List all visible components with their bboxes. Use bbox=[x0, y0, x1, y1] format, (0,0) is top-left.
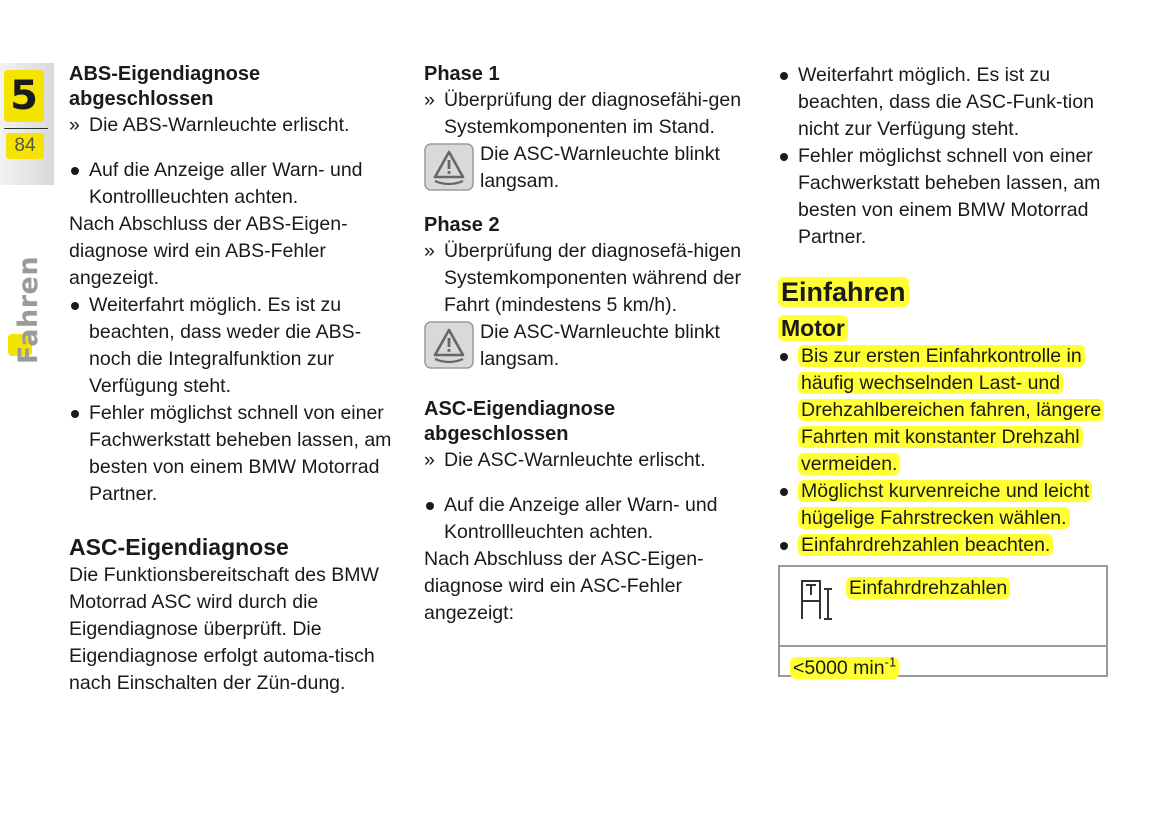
tachometer-icon bbox=[798, 579, 834, 625]
abs-bullet-2: Weiterfahrt möglich. Es ist zu beachten, dass weder die ABS- noch die Integralfunktion zur Verfügung steht. bbox=[69, 292, 399, 400]
motor-bullet-1: Bis zur ersten Einfahrkontrolle in häufig wechselnden Last- und Drehzahlbereichen fahren, längere Fahrten mit konstanter Drehzahl vermeiden. bbox=[778, 343, 1114, 478]
asc-heading: ASC-Eigendiagnose bbox=[69, 534, 289, 560]
result-marker-icon: » bbox=[424, 89, 435, 111]
asc-bullet-1: Auf die Anzeige aller Warn- und Kontrollleuchten achten. bbox=[424, 492, 760, 546]
info-value: <5000 $\min^{-1}$ bbox=[790, 649, 899, 681]
asc-done-heading: ASC-Eigendiagnose abgeschlossen bbox=[424, 398, 616, 445]
asc-done-result: » Die ASC-Warnleuchte erlischt. bbox=[424, 447, 760, 474]
break-in-speed-box bbox=[778, 565, 1108, 677]
column-3 bbox=[778, 62, 1114, 677]
motor-heading: Motor bbox=[778, 313, 1114, 343]
abs-bullet-3: Fehler möglichst schnell von einer Fachwerkstatt beheben lassen, am besten von einem BMW Motorrad Partner. bbox=[69, 400, 399, 508]
info-box-header bbox=[780, 567, 1106, 647]
column-1 bbox=[69, 62, 399, 697]
abs-done-heading: ABS-Eigendiagnose abgeschlossen bbox=[69, 63, 261, 110]
asc-bullet-3: Fehler möglichst schnell von einer Fachwerkstatt beheben lassen, am besten von einem BMW Motorrad Partner. bbox=[778, 143, 1114, 251]
result-marker-icon: » bbox=[424, 449, 435, 471]
asc-description: Die Funktionsbereitschaft des BMW Motorrad ASC wird durch die Eigendiagnose überprüft. Die Eigendiagnose erfolgt automa-tisch nach Einschalten der Zün-dung. bbox=[69, 564, 379, 694]
phase2-warning: Die ASC-Warnleuchte blinkt langsam. bbox=[424, 319, 760, 373]
phase1-heading: Phase 1 bbox=[424, 63, 500, 85]
abs-text: Nach Abschluss der ABS-Eigen-diagnose wird ein ABS-Fehler angezeigt. bbox=[69, 213, 348, 289]
result-marker-icon: » bbox=[69, 114, 80, 136]
tab-divider bbox=[4, 128, 48, 129]
column-2 bbox=[424, 62, 760, 627]
asc-text: Nach Abschluss der ASC-Eigen-diagnose wird ein ASC-Fehler angezeigt: bbox=[424, 548, 704, 624]
abs-done-result: » Die ABS-Warnleuchte erlischt. bbox=[69, 112, 399, 139]
phase2-heading: Phase 2 bbox=[424, 214, 500, 236]
einfahren-heading: Einfahren bbox=[778, 275, 1114, 309]
chapter-side-label: Fahren bbox=[13, 255, 44, 365]
page-number: 84 bbox=[6, 133, 44, 159]
motor-bullet-2: Möglichst kurvenreiche und leicht hügelige Fahrstrecken wählen. bbox=[778, 478, 1114, 532]
info-label: Einfahrdrehzahlen bbox=[846, 575, 1010, 602]
chapter-number: 5 bbox=[4, 70, 44, 122]
asc-bullet-2: Weiterfahrt möglich. Es ist zu beachten, dass die ASC-Funk-tion nicht zur Verfügung steht. bbox=[778, 62, 1114, 143]
asc-warning-light-icon bbox=[424, 143, 474, 191]
result-marker-icon: » bbox=[424, 240, 435, 262]
asc-warning-light-icon bbox=[424, 321, 474, 369]
phase1-result: » Überprüfung der diagnosefähi-gen Systemkomponenten im Stand. bbox=[424, 89, 742, 138]
phase2-result: » Überprüfung der diagnosefä-higen Systemkomponenten während der Fahrt (mindestens 5 km/h). bbox=[424, 240, 742, 316]
motor-bullet-3: Einfahrdrehzahlen beachten. bbox=[778, 532, 1114, 559]
abs-bullet-1: Auf die Anzeige aller Warn- und Kontrollleuchten achten. bbox=[69, 157, 399, 211]
phase1-warning: Die ASC-Warnleuchte blinkt langsam. bbox=[424, 141, 760, 195]
